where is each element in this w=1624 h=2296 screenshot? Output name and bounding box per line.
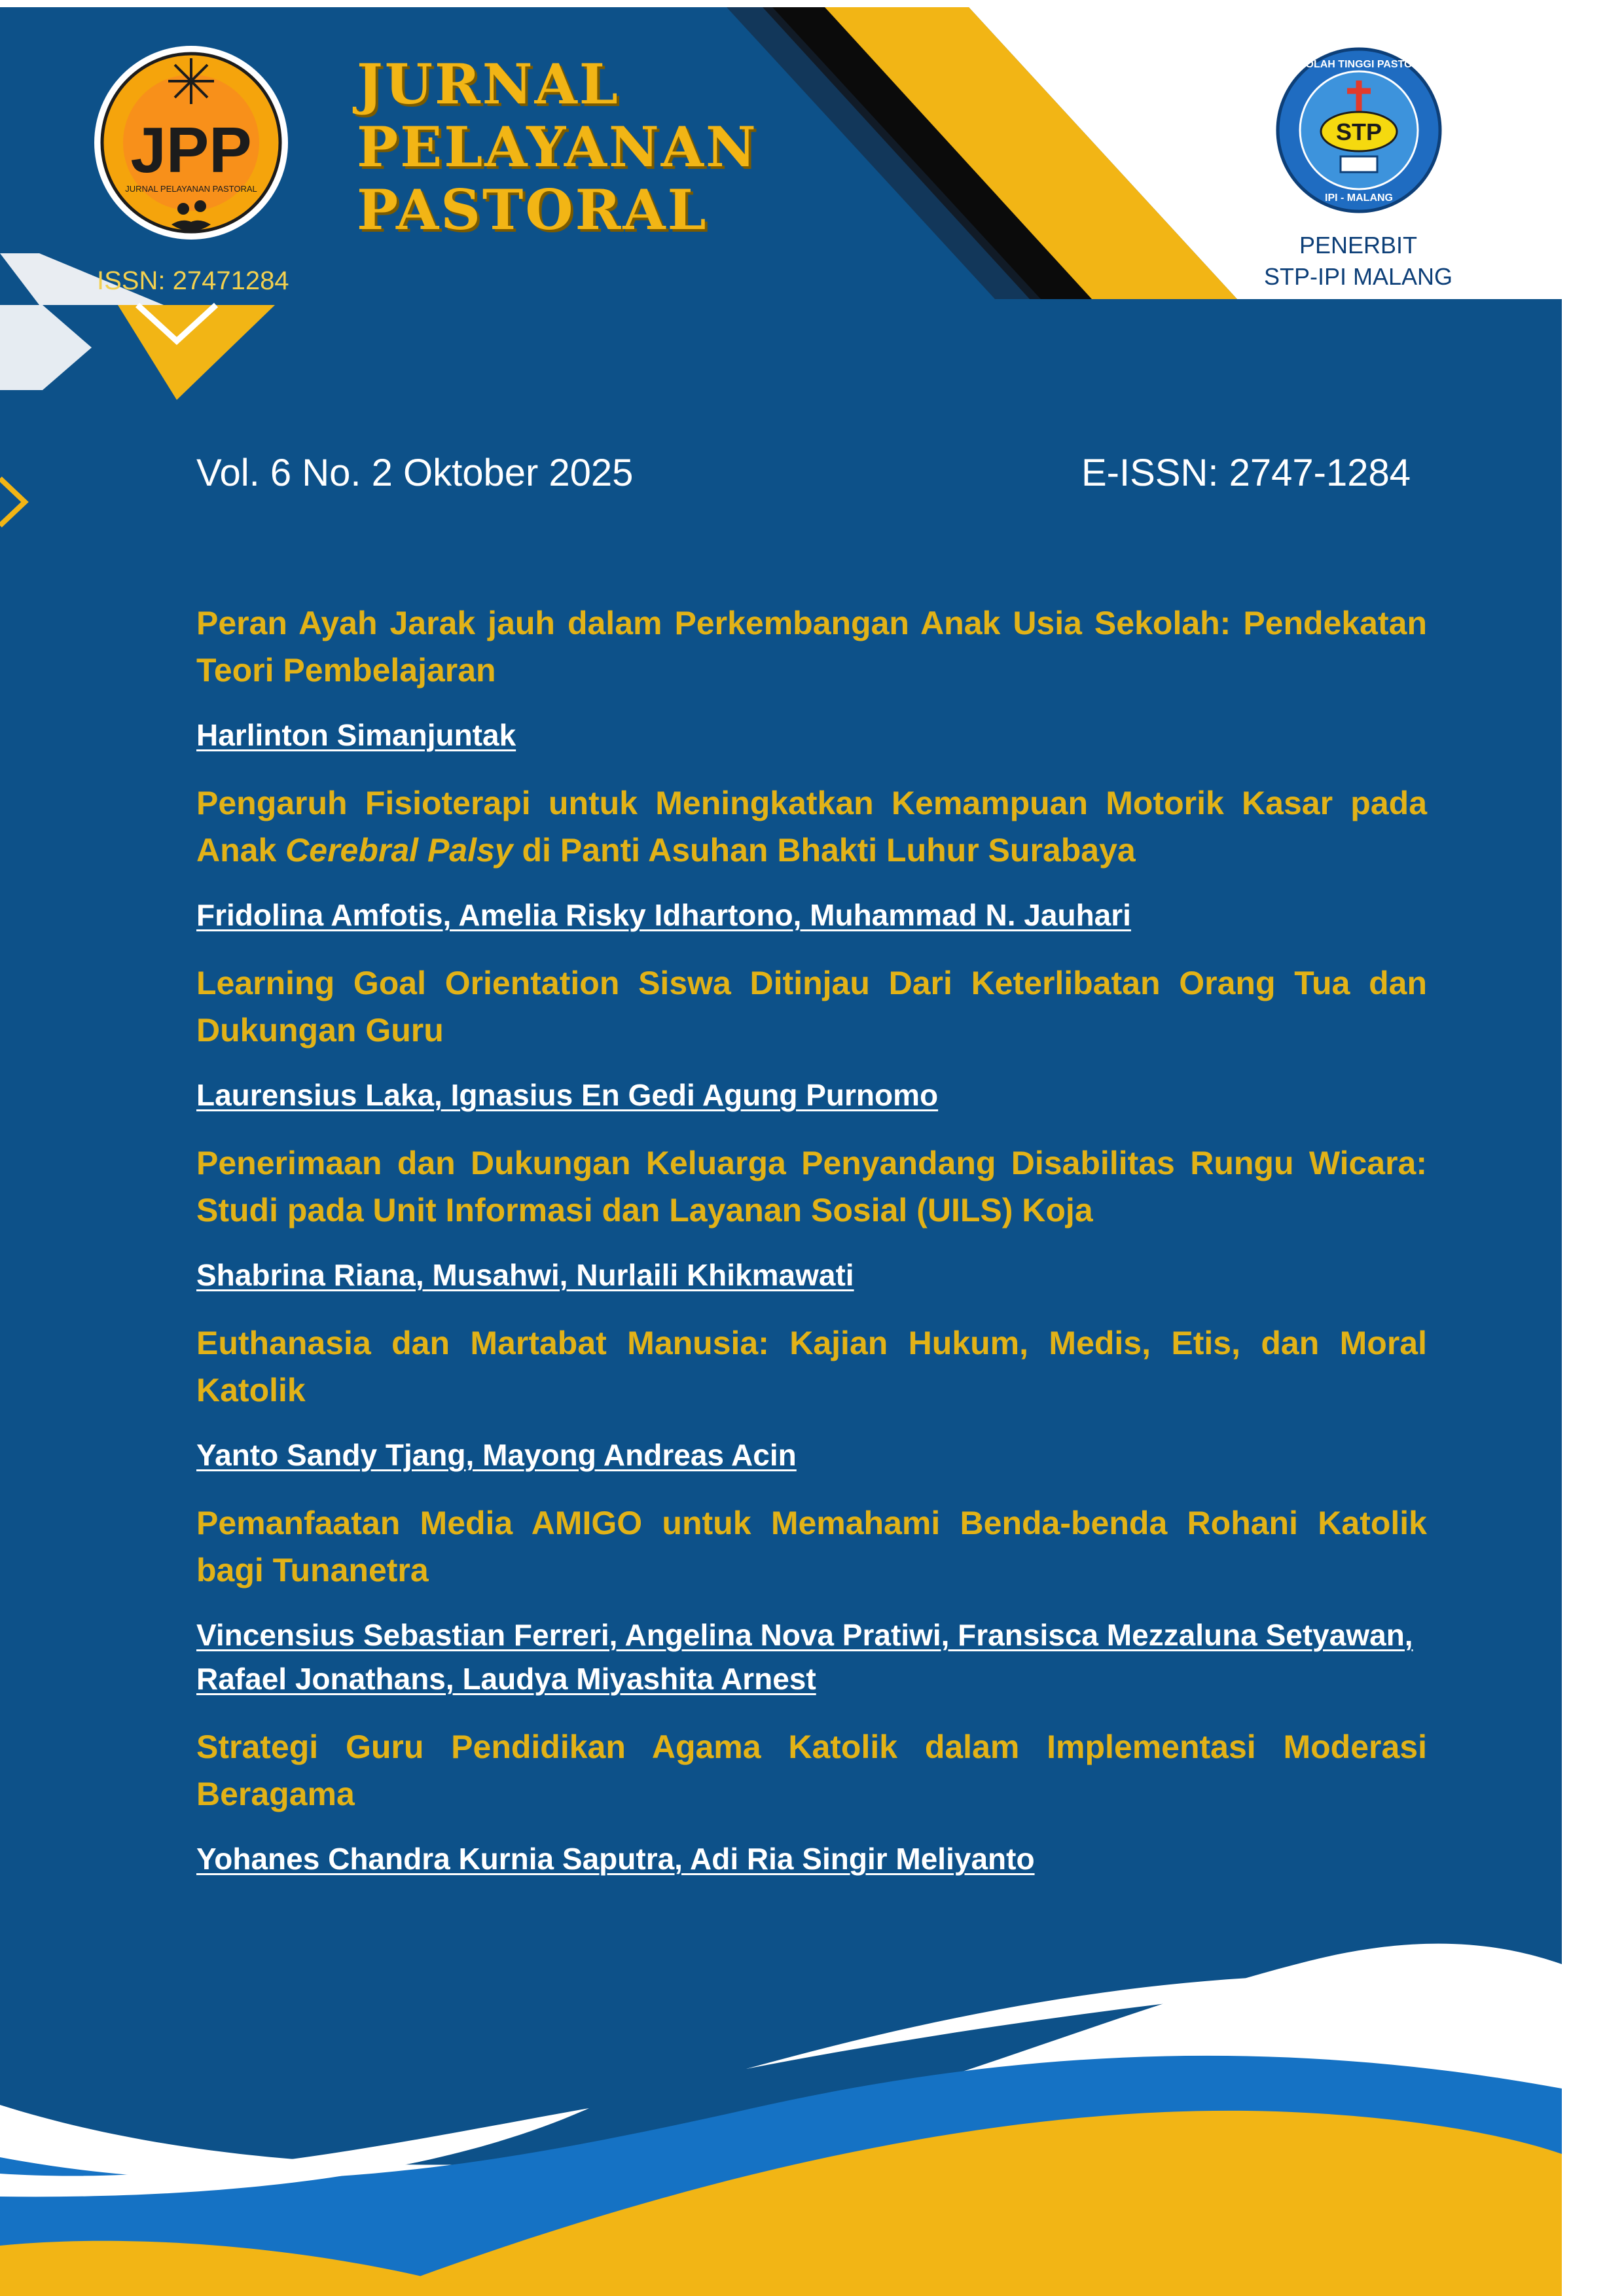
article-title-italic: Cerebral Palsy xyxy=(285,832,513,869)
article-authors[interactable]: Laurensius Laka, Ignasius En Gedi Agung Purnomo xyxy=(196,1078,939,1112)
logo-acronym: JPP xyxy=(130,114,252,186)
article-entry xyxy=(196,600,1427,757)
publisher-label: PENERBIT xyxy=(1299,232,1418,259)
article-entry xyxy=(196,780,1427,937)
article-title-part: di Panti Asuhan Bhakti Luhur Surabaya xyxy=(513,832,1136,869)
sunburst-icon xyxy=(168,58,214,104)
publisher-block xyxy=(1211,230,1506,293)
article-authors[interactable]: Yohanes Chandra Kurnia Saputra, Adi Ria Singir Meliyanto xyxy=(196,1842,1035,1876)
seal-bottom-text: IPI - MALANG xyxy=(1325,192,1393,204)
seal-top-text: SEKOLAH TINGGI PASTORAL xyxy=(1284,59,1434,70)
article-entry xyxy=(196,1319,1427,1477)
journal-title xyxy=(357,53,758,242)
left-gold-arrow xyxy=(0,478,25,526)
article-title[interactable]: Pemanfaatan Media AMIGO untuk Memahami Benda-benda Rohani Katolik bagi Tunanetra xyxy=(196,1505,1427,1588)
article-authors[interactable]: Vincensius Sebastian Ferreri, Angelina Nova Pratiwi, Fransisca Mezzaluna Setyawan, Rafael Jonathans, Laudya Miyashita Arnest xyxy=(196,1618,1413,1696)
article-title[interactable]: Strategi Guru Pendidikan Agama Katolik dalam Implementasi Moderasi Beragama xyxy=(196,1729,1427,1812)
article-entry xyxy=(196,1139,1427,1297)
journal-title-line3: PASTORAL xyxy=(357,177,708,242)
logo-issn: ISSN: 27471284 xyxy=(97,266,289,295)
logo-ring-text: JURNAL PELAYANAN PASTORAL xyxy=(125,184,257,194)
article-authors[interactable]: Harlinton Simanjuntak xyxy=(196,718,516,752)
issue-eissn: E-ISSN: 2747-1284 xyxy=(1081,452,1411,494)
journal-title-line1: JURNAL xyxy=(357,52,620,117)
article-title[interactable]: Learning Goal Orientation Siswa Ditinjau Dari Keterlibatan Orang Tua dan Dukungan Guru xyxy=(196,965,1427,1049)
stp-seal-logo xyxy=(1278,49,1440,211)
article-title[interactable]: Euthanasia dan Martabat Manusia: Kajian Hukum, Medis, Etis, dan Moral Katolik xyxy=(196,1325,1427,1408)
article-title[interactable] xyxy=(196,780,1427,874)
article-authors[interactable]: Shabrina Riana, Musahwi, Nurlaili Khikmawati xyxy=(196,1258,854,1292)
article-title[interactable]: Penerimaan dan Dukungan Keluarga Penyandang Disabilitas Rungu Wicara: Studi pada Unit Informasi dan Layanan Sosial (UILS) Koja xyxy=(196,1145,1427,1229)
table-of-contents xyxy=(196,600,1427,1903)
article-title[interactable]: Peran Ayah Jarak jauh dalam Perkembangan Anak Usia Sekolah: Pendekatan Teori Pembelajaran xyxy=(196,605,1427,689)
article-authors[interactable]: Yanto Sandy Tjang, Mayong Andreas Acin xyxy=(196,1438,797,1472)
publisher-name: STP-IPI MALANG xyxy=(1263,263,1453,290)
article-entry xyxy=(196,1499,1427,1701)
issue-volume: Vol. 6 No. 2 Oktober 2025 xyxy=(196,452,634,494)
article-entry xyxy=(196,960,1427,1117)
journal-title-line2: PELAYANAN xyxy=(357,115,758,179)
jpp-logo xyxy=(94,46,288,240)
article-authors[interactable]: Fridolina Amfotis, Amelia Risky Idhartono, Muhammad N. Jauhari xyxy=(196,898,1131,932)
white-arrow-shape xyxy=(0,305,92,390)
seal-center-text: STP xyxy=(1335,118,1382,145)
article-title-part: Pengaruh Fisioterapi untuk Meningkatkan Kemampuan Motorik Kasar pada Anak xyxy=(196,785,1427,869)
book-icon xyxy=(1341,156,1377,172)
cover-background xyxy=(0,7,1562,2296)
article-entry xyxy=(196,1723,1427,1881)
